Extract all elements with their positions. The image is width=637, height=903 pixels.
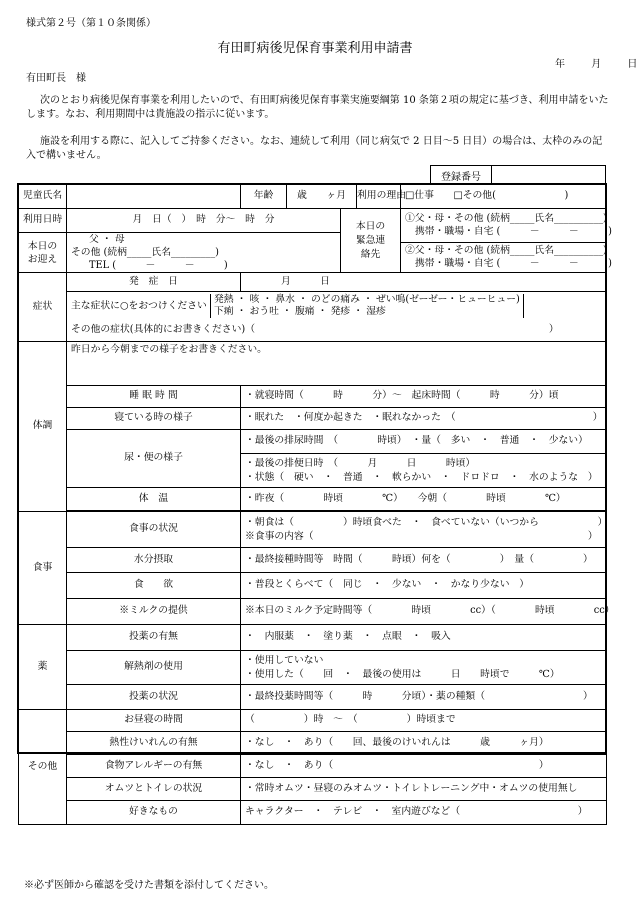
em1-line: ①父・母・その他 (続柄_____氏名__________)	[405, 213, 607, 224]
onset-field[interactable]: 月 日	[241, 273, 607, 292]
breakfast-line: ・朝食は（ ）時頃食べた ・ 食べていない（いつから ）	[245, 516, 608, 528]
medication-field[interactable]: ・ 内服薬 ・ 塗り薬 ・ 点眼 ・ 吸入	[241, 625, 607, 651]
child-name-label: 児童氏名	[19, 185, 67, 209]
temperature-field[interactable]: ・昨夜（ 時頃 ℃） 今朝（ 時頃 ℃）	[241, 488, 607, 511]
sleep-time-field[interactable]: ・就寝時間（ 時 分）～ 起床時間（ 時 分）頃	[241, 386, 607, 408]
date-month: 月	[591, 59, 602, 70]
date-year: 年	[555, 59, 565, 70]
nap-field[interactable]: （ ）時 ～ （ ）時頃まで	[241, 710, 607, 732]
antipyretic-label: 解熱剤の使用	[67, 651, 241, 685]
stool-field[interactable]	[241, 454, 607, 488]
seizure-field[interactable]: ・なし ・ あり（ 回、最後のけいれんは 歳 ヶ月）	[241, 732, 607, 755]
application-form-table	[18, 184, 615, 825]
child-name-field[interactable]	[67, 185, 241, 209]
usage-date-field[interactable]: 月 日（ ） 時 分～ 時 分	[67, 209, 341, 233]
diaper-field[interactable]: ・常時オムツ・昼寝のみオムツ・トイレトレーニング中・オムツの使用無し	[241, 778, 607, 801]
symptoms-options-1: 発熱 ・ 咳 ・ 鼻水 ・ のどの痛み ・ ぜい鳴(ゼーゼー・ヒューヒュー)	[213, 293, 520, 305]
stool-time: ・最後の排便日時 （ 月 日 時頃）	[245, 457, 476, 469]
registration-label: 登録番号	[431, 166, 492, 184]
since-yesterday-field[interactable]: 昨日から今朝までの様子をお書きください。	[67, 342, 607, 386]
seizure-label: 熱性けいれんの有無	[67, 732, 241, 755]
intro-paragraph: 次のとおり病後児保育事業を利用したいので、有田町病後児保育事業実施要綱第 10 条第２項の規定に基づき、利用申請をいたします。なお、利用期間中は貴施設の指示に従います。	[26, 95, 609, 120]
urine-field[interactable]: ・最後の排尿時間 （ 時頃） ・量（ 多い ・ 普通 ・ 少ない）	[241, 430, 607, 454]
meal-status-field[interactable]	[241, 512, 607, 548]
age-field[interactable]: 歳 ヶ月	[287, 185, 357, 209]
antipyretic-used: ・使用した（ 回 ・ 最後の使用は 日 時頃で ℃）	[245, 668, 560, 680]
main-symptoms-options[interactable]	[210, 294, 524, 318]
emergency-contact-2[interactable]	[401, 243, 612, 273]
pickup-tel: TEL ( － － )	[89, 260, 228, 271]
favorites-label: 好きなもの	[67, 801, 241, 825]
page-title: 有田町病後児保育事業利用申請書	[217, 41, 413, 56]
milk-label: ※ミルクの提供	[67, 599, 241, 625]
date-line	[532, 55, 637, 70]
meals-label: 食事	[19, 512, 67, 625]
medication-status-label: 投薬の状況	[67, 685, 241, 710]
antipyretic-field[interactable]	[241, 651, 607, 685]
pickup-label: 本日の お迎え	[19, 233, 67, 273]
water-intake-field[interactable]: ・最終接種時間等 時間（ 時頃）何を（ ） 量（ ）	[241, 548, 607, 573]
form-number: 様式第２号（第１０条関係）	[26, 18, 156, 29]
other-label: その他	[19, 710, 67, 825]
other-symptoms-field[interactable]: その他の症状(具体的にお書きください)（ ）	[67, 320, 607, 342]
allergy-label: 食物アレルギーの有無	[67, 755, 241, 778]
main-symptoms-label: 主な症状に○をおつけください	[71, 300, 207, 312]
main-symptoms-row	[67, 292, 607, 320]
instructions-paragraph: 施設を利用する際に、記入してご持参ください。なお、連続して利用（同じ病気で 2 日目～5 日目）の場合は、太枠のみの記入で構いません。	[26, 136, 603, 161]
meal-content-line: ※食事の内容（ ）	[245, 530, 598, 542]
addressee: 有田町長 様	[26, 73, 86, 84]
medicine-label: 薬	[19, 625, 67, 710]
emergency-contact-1[interactable]	[401, 209, 612, 243]
reason-field[interactable]: □仕事 □その他( )	[401, 185, 607, 209]
diaper-label: オムツとトイレの状況	[67, 778, 241, 801]
temperature-label: 体 温	[67, 488, 241, 511]
age-label: 年齢	[241, 185, 287, 209]
registration-number-field[interactable]	[492, 166, 605, 184]
nap-label: お昼寝の時間	[67, 710, 241, 732]
antipyretic-not-used: ・使用していない	[245, 654, 324, 666]
pickup-field[interactable]	[67, 233, 341, 273]
milk-field[interactable]: ※本日のミルク予定時間等（ 時頃 cc）（ 時頃 cc）	[241, 599, 607, 625]
water-intake-label: 水分摂取	[67, 548, 241, 573]
sleeping-state-field[interactable]: ・眠れた ・何度か起きた ・眠れなかった （ ）	[241, 408, 607, 430]
allergy-field[interactable]: ・なし ・ あり（ ）	[241, 755, 607, 778]
em2-line: ②父・母・その他 (続柄_____氏名__________)	[405, 245, 607, 256]
sleeping-state-label: 寝ている時の様子	[67, 408, 241, 430]
excretion-label: 尿・便の様子	[67, 430, 241, 488]
emergency-contact-label: 本日の 緊急連 絡先	[341, 209, 401, 273]
pickup-other: その他 (続柄_____氏名_________)	[71, 247, 219, 258]
onset-label: 発 症 日	[67, 273, 241, 292]
usage-date-label: 利用日時	[19, 209, 67, 233]
em1-phone: 携帯・職場・自宅 ( － － )	[415, 225, 612, 237]
medication-status-field[interactable]: ・最終投薬時間等（ 時 分頃）・薬の種類（ ）	[241, 685, 607, 710]
meal-status-label: 食事の状況	[67, 512, 241, 548]
medication-label: 投薬の有無	[67, 625, 241, 651]
favorites-field[interactable]: キャラクター ・ テレビ ・ 室内遊びなど（ ）	[241, 801, 607, 825]
reason-label: 利用の理由	[357, 185, 401, 209]
appetite-label: 食 欲	[67, 573, 241, 599]
symptoms-label: 症状	[19, 273, 67, 342]
em2-phone: 携帯・職場・自宅 ( － － )	[415, 257, 612, 269]
condition-label: 体調	[19, 342, 67, 512]
appetite-field[interactable]: ・普段とくらべて（ 同じ ・ 少ない ・ かなり少ない ）	[241, 573, 607, 599]
stool-state: ・状態（ 硬い ・ 普通 ・ 軟らかい ・ ドロドロ ・ 水のような ）	[245, 471, 598, 483]
registration-number-box	[430, 165, 606, 184]
pickup-parents: 父 ・ 母	[89, 234, 125, 245]
symptoms-options-2: 下痢 ・ おう吐 ・ 腹痛 ・ 発疹 ・ 湿疹	[213, 305, 386, 317]
date-day: 日	[627, 59, 637, 70]
footnote: ※必ず医師から確認を受けた書類を添付してください。	[24, 880, 274, 891]
sleep-time-label: 睡 眠 時 間	[67, 386, 241, 408]
